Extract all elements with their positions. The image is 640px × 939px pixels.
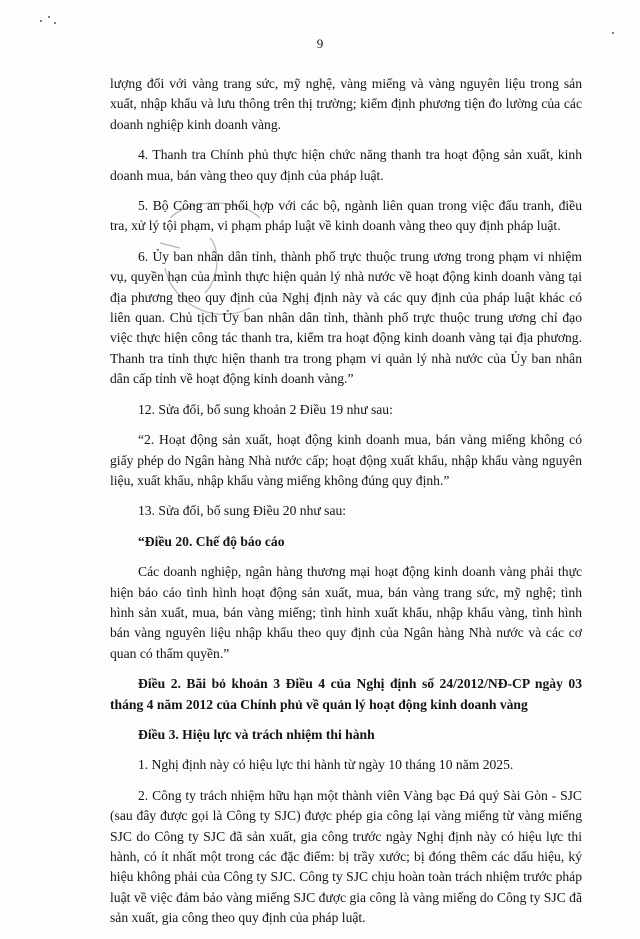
paragraph: 12. Sửa đổi, bổ sung khoản 2 Điều 19 như sau: xyxy=(138,401,393,417)
paragraph: 4. Thanh tra Chính phủ thực hiện chức năng thanh tra hoạt động sản xuất, kinh doanh mua, bán vàng theo quy định của pháp luật. xyxy=(110,147,582,183)
paragraph: 2. Công ty trách nhiệm hữu hạn một thành viên Vàng bạc Đá quý Sài Gòn - SJC (sau đây được gọi là Công ty SJC) được phép gia công lại vàng miếng từ vàng miếng SJC do Công ty SJC đã sản xuất, gia công trước ngày Nghị định này có hiệu lực thi hành, có ít nhất một trong các đặc điểm: bị trầy xước; bị đóng thêm các dấu hiệu, ký hiệu không phải của Công ty SJC. Công ty SJC chịu hoàn toàn trách nhiệm trước pháp luật về việc đảm bảo vàng miếng SJC được gia công là vàng miếng do Công ty SJC đã sản xuất, gia công theo quy định của pháp luật. xyxy=(110,787,582,926)
paragraph: 1. Nghị định này có hiệu lực thi hành từ ngày 10 tháng 10 năm 2025. xyxy=(138,757,514,773)
section-heading: “Điều 20. Chế độ báo cáo xyxy=(138,533,285,549)
scan-speck xyxy=(40,20,42,22)
scan-speck xyxy=(612,32,614,34)
page-number: 9 xyxy=(316,36,324,51)
paragraph: 5. Bộ Công an phối hợp với các bộ, ngành liên quan trong việc đấu tranh, điều tra, xử lý tội phạm, vi phạm pháp luật về kinh doanh vàng theo quy định pháp luật. xyxy=(110,198,582,234)
paragraph: Các doanh nghiệp, ngân hàng thương mại hoạt động kinh doanh vàng phải thực hiện báo cáo tình hình hoạt động sản xuất, mua, bán vàng trang sức, mỹ nghệ; tình hình sản xuất, mua, bán vàng miếng; tình hình xuất khẩu, nhập khẩu vàng, tình hình bán vàng nguyên liệu nhập khẩu theo quy định của Ngân hàng Nhà nước và các cơ quan có thẩm quyền.” xyxy=(110,564,582,661)
paragraph: 13. Sửa đổi, bổ sung Điều 20 như sau: xyxy=(138,503,347,519)
scan-speck xyxy=(48,16,50,18)
section-heading: Điều 3. Hiệu lực và trách nhiệm thi hành xyxy=(138,726,375,742)
scan-speck xyxy=(54,22,56,24)
paragraph: “2. Hoạt động sản xuất, hoạt động kinh doanh mua, bán vàng miếng không có giấy phép do Ngân hàng Nhà nước cấp; hoạt động xuất khẩu, nhập khẩu vàng nguyên liệu, xuất khẩu, nhập khẩu vàng miếng không đúng quy định.” xyxy=(110,432,582,488)
section-heading: Điều 2. Bãi bỏ khoản 3 Điều 4 của Nghị định số 24/2012/NĐ-CP ngày 03 tháng 4 năm 2012 của Chính phủ về quản lý hoạt động kinh doanh vàng xyxy=(110,676,582,712)
document-body xyxy=(110,74,582,939)
paragraph: 6. Ủy ban nhân dân tỉnh, thành phố trực thuộc trung ương trong phạm vi nhiệm vụ, quyền hạn của mình thực hiện quản lý nhà nước về hoạt động kinh doanh vàng tại địa phương theo quy định của Nghị định này và các quy định của pháp luật khác có liên quan. Chủ tịch Ủy ban nhân dân tỉnh, thành phố trực thuộc trung ương chỉ đạo việc thực hiện công tác thanh tra, kiểm tra hoạt động kinh doanh vàng tại địa phương. Thanh tra tỉnh thực hiện thanh tra trong phạm vi quản lý nhà nước của Ủy ban nhân dân cấp tỉnh về hoạt động kinh doanh vàng.” xyxy=(110,248,582,387)
paragraph: lượng đối với vàng trang sức, mỹ nghệ, vàng miếng và vàng nguyên liệu trong sản xuất, nhập khẩu và lưu thông trên thị trường; kiểm định phương tiện đo lường của các doanh nghiệp kinh doanh vàng. xyxy=(110,76,582,132)
